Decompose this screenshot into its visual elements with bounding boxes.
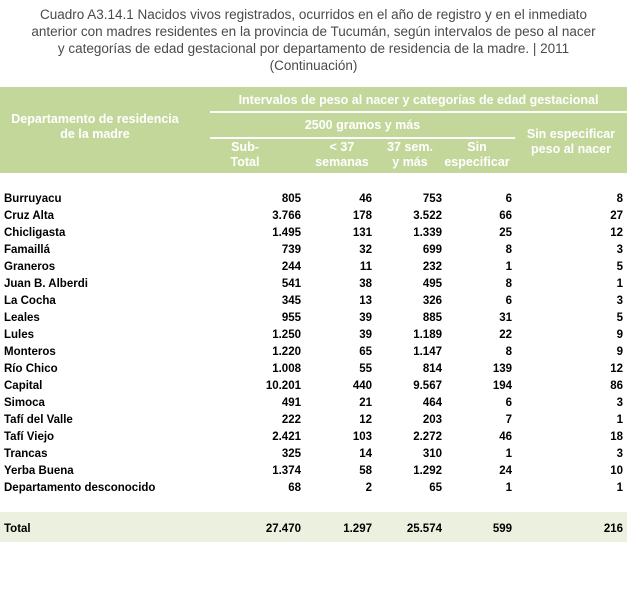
header-line: especificar	[444, 155, 510, 169]
header-subtotal	[215, 140, 275, 170]
cell-sin-especificar: 1	[505, 448, 512, 460]
header-department	[0, 112, 190, 142]
cell-sin-especificar: 139	[492, 363, 512, 375]
cell-37-mas: 464	[422, 397, 442, 409]
row-department: Trancas	[4, 448, 48, 460]
cell-subtotal: 805	[281, 193, 301, 205]
row-department: Leales	[4, 312, 40, 324]
row-department: Río Chico	[4, 363, 58, 375]
cell-37-mas: 65	[429, 482, 442, 494]
cell-subtotal: 325	[281, 448, 301, 460]
cell-sin-especificar: 1	[505, 482, 512, 494]
cell-menos-37: 103	[352, 431, 372, 443]
table-row	[0, 242, 627, 259]
table-row	[0, 446, 627, 463]
row-department: La Cocha	[4, 295, 56, 307]
total-menos-37: 1.297	[343, 523, 372, 535]
row-department: Monteros	[4, 346, 56, 358]
cell-subtotal: 491	[281, 397, 301, 409]
cell-sin-especificar-peso: 27	[610, 210, 623, 222]
table-row	[0, 344, 627, 361]
total-label: Total	[4, 523, 31, 535]
row-department: Chicligasta	[4, 227, 66, 239]
table-row	[0, 429, 627, 446]
cell-sin-especificar: 1	[505, 261, 512, 273]
header-divider	[210, 111, 627, 113]
total-37-mas: 25.574	[406, 523, 442, 535]
cell-sin-especificar: 7	[505, 414, 512, 426]
total-subtotal: 27.470	[265, 523, 301, 535]
cell-sin-especificar-peso: 86	[610, 380, 623, 392]
row-department: Tafí del Valle	[4, 414, 73, 426]
cell-subtotal: 1.008	[272, 363, 301, 375]
header-sin-especificar-peso	[515, 127, 627, 157]
cell-menos-37: 12	[359, 414, 372, 426]
cell-37-mas: 310	[422, 448, 442, 460]
cell-sin-especificar: 24	[499, 465, 512, 477]
cell-subtotal: 1.250	[272, 329, 301, 341]
header-line: Sin especificar	[526, 127, 616, 141]
cell-menos-37: 46	[359, 193, 372, 205]
cell-subtotal: 2.421	[272, 431, 301, 443]
cell-menos-37: 39	[359, 329, 372, 341]
cell-37-mas: 814	[422, 363, 442, 375]
cell-sin-especificar-peso: 10	[610, 465, 623, 477]
cell-menos-37: 55	[359, 363, 372, 375]
cell-subtotal: 68	[288, 482, 301, 494]
cell-menos-37: 39	[359, 312, 372, 324]
cell-subtotal: 955	[281, 312, 301, 324]
header-line: semanas	[315, 155, 369, 169]
header-37-mas	[376, 140, 444, 170]
cell-sin-especificar-peso: 1	[616, 278, 623, 290]
cell-menos-37: 178	[352, 210, 372, 222]
cell-menos-37: 11	[359, 261, 372, 273]
cell-menos-37: 14	[359, 448, 372, 460]
table-row	[0, 395, 627, 412]
cell-37-mas: 699	[422, 244, 442, 256]
cell-sin-especificar-peso: 18	[610, 431, 623, 443]
cell-sin-especificar-peso: 8	[616, 193, 623, 205]
cell-sin-especificar-peso: 3	[616, 397, 623, 409]
row-department: Tafí Viejo	[4, 431, 55, 443]
cell-37-mas: 326	[422, 295, 442, 307]
row-department: Graneros	[4, 261, 56, 273]
row-department: Juan B. Alberdi	[4, 278, 88, 290]
cell-sin-especificar: 31	[499, 312, 512, 324]
table-row	[0, 412, 627, 429]
cell-menos-37: 38	[359, 278, 372, 290]
title-line: y categorías de edad gestacional por departamento de residencia de la madre. | 2011	[57, 41, 570, 56]
total-sin-especificar-peso: 216	[603, 523, 623, 535]
row-department: Cruz Alta	[4, 210, 55, 222]
cell-sin-especificar: 25	[499, 227, 512, 239]
cell-subtotal: 739	[281, 244, 301, 256]
cell-37-mas: 495	[422, 278, 442, 290]
cell-menos-37: 58	[359, 465, 372, 477]
cell-sin-especificar: 6	[505, 295, 512, 307]
cell-subtotal: 1.220	[272, 346, 301, 358]
cell-sin-especificar-peso: 5	[616, 312, 623, 324]
title-line: anterior con madres residentes en la provincia de Tucumán, según intervalos de peso al nacer	[31, 24, 596, 39]
cell-37-mas: 3.522	[413, 210, 442, 222]
cell-37-mas: 1.292	[413, 465, 442, 477]
header-department-line: de la madre	[60, 127, 130, 141]
cell-sin-especificar-peso: 12	[610, 363, 623, 375]
cell-sin-especificar: 6	[505, 193, 512, 205]
cell-menos-37: 13	[359, 295, 372, 307]
cell-37-mas: 885	[422, 312, 442, 324]
table-row	[0, 327, 627, 344]
cell-37-mas: 9.567	[413, 380, 442, 392]
cell-sin-especificar: 22	[499, 329, 512, 341]
total-row	[0, 521, 627, 538]
cell-sin-especificar: 66	[499, 210, 512, 222]
table-row	[0, 191, 627, 208]
cell-subtotal: 3.766	[272, 210, 301, 222]
cell-sin-especificar: 6	[505, 397, 512, 409]
cell-subtotal: 222	[281, 414, 301, 426]
title-line: Cuadro A3.14.1 Nacidos vivos registrados, ocurridos en el año de registro y en el inmediato	[39, 7, 588, 22]
header-line: < 37	[329, 140, 355, 154]
cell-menos-37: 32	[359, 244, 372, 256]
cell-sin-especificar: 8	[505, 244, 512, 256]
cell-subtotal: 244	[281, 261, 301, 273]
cell-menos-37: 65	[359, 346, 372, 358]
header-department-line: Departamento de residencia	[11, 112, 179, 126]
header-line: peso al nacer	[531, 142, 611, 156]
header-sin-especificar	[440, 140, 514, 170]
header-line: 37 sem.	[387, 140, 433, 154]
cell-sin-especificar-peso: 3	[616, 244, 623, 256]
header-subgroup: 2500 gramos y más	[304, 118, 421, 132]
total-sin-especificar: 599	[492, 523, 512, 535]
cell-sin-especificar-peso: 5	[616, 261, 623, 273]
table-row	[0, 480, 627, 497]
cell-sin-especificar-peso: 12	[610, 227, 623, 239]
cell-sin-especificar: 8	[505, 278, 512, 290]
table-row	[0, 378, 627, 395]
table-row	[0, 310, 627, 327]
table-title	[0, 6, 627, 74]
cell-37-mas: 753	[422, 193, 442, 205]
row-department: Simoca	[4, 397, 45, 409]
cell-37-mas: 1.339	[413, 227, 442, 239]
cell-sin-especificar-peso: 9	[616, 329, 623, 341]
cell-sin-especificar-peso: 3	[616, 448, 623, 460]
table-body	[0, 191, 627, 497]
cell-menos-37: 2	[365, 482, 372, 494]
cell-menos-37: 21	[359, 397, 372, 409]
row-department: Capital	[4, 380, 43, 392]
row-department: Lules	[4, 329, 35, 341]
row-department: Burruyacu	[4, 193, 62, 205]
cell-sin-especificar-peso: 1	[616, 482, 623, 494]
table-row	[0, 208, 627, 225]
cell-sin-especificar-peso: 9	[616, 346, 623, 358]
cell-37-mas: 1.147	[413, 346, 442, 358]
table-row	[0, 276, 627, 293]
cell-subtotal: 541	[281, 278, 301, 290]
cell-sin-especificar: 46	[499, 431, 512, 443]
cell-subtotal: 1.495	[272, 227, 301, 239]
title-line: (Continuación)	[269, 58, 358, 73]
table-row	[0, 463, 627, 480]
header-line: Sub-	[231, 140, 259, 154]
cell-37-mas: 232	[422, 261, 442, 273]
cell-subtotal: 345	[281, 295, 301, 307]
header-line: Sin	[467, 140, 487, 154]
cell-menos-37: 131	[352, 227, 372, 239]
header-line: Total	[230, 155, 260, 169]
row-department: Famaillá	[4, 244, 51, 256]
cell-sin-especificar-peso: 3	[616, 295, 623, 307]
header-line: y más	[392, 155, 428, 169]
cell-subtotal: 10.201	[265, 380, 301, 392]
cell-subtotal: 1.374	[272, 465, 301, 477]
cell-menos-37: 440	[352, 380, 372, 392]
table-row	[0, 293, 627, 310]
table-row	[0, 225, 627, 242]
table-row	[0, 259, 627, 276]
cell-37-mas: 2.272	[413, 431, 442, 443]
cell-sin-especificar-peso: 1	[616, 414, 623, 426]
header-divider	[210, 137, 515, 139]
cell-sin-especificar: 8	[505, 346, 512, 358]
cell-sin-especificar: 194	[492, 380, 512, 392]
row-department: Yerba Buena	[4, 465, 74, 477]
header-group: Intervalos de peso al nacer y categorías de edad gestacional	[238, 93, 599, 107]
table-row	[0, 361, 627, 378]
header-menos-37	[310, 140, 374, 170]
row-department: Departamento desconocido	[4, 482, 156, 494]
cell-37-mas: 1.189	[413, 329, 442, 341]
cell-37-mas: 203	[422, 414, 442, 426]
